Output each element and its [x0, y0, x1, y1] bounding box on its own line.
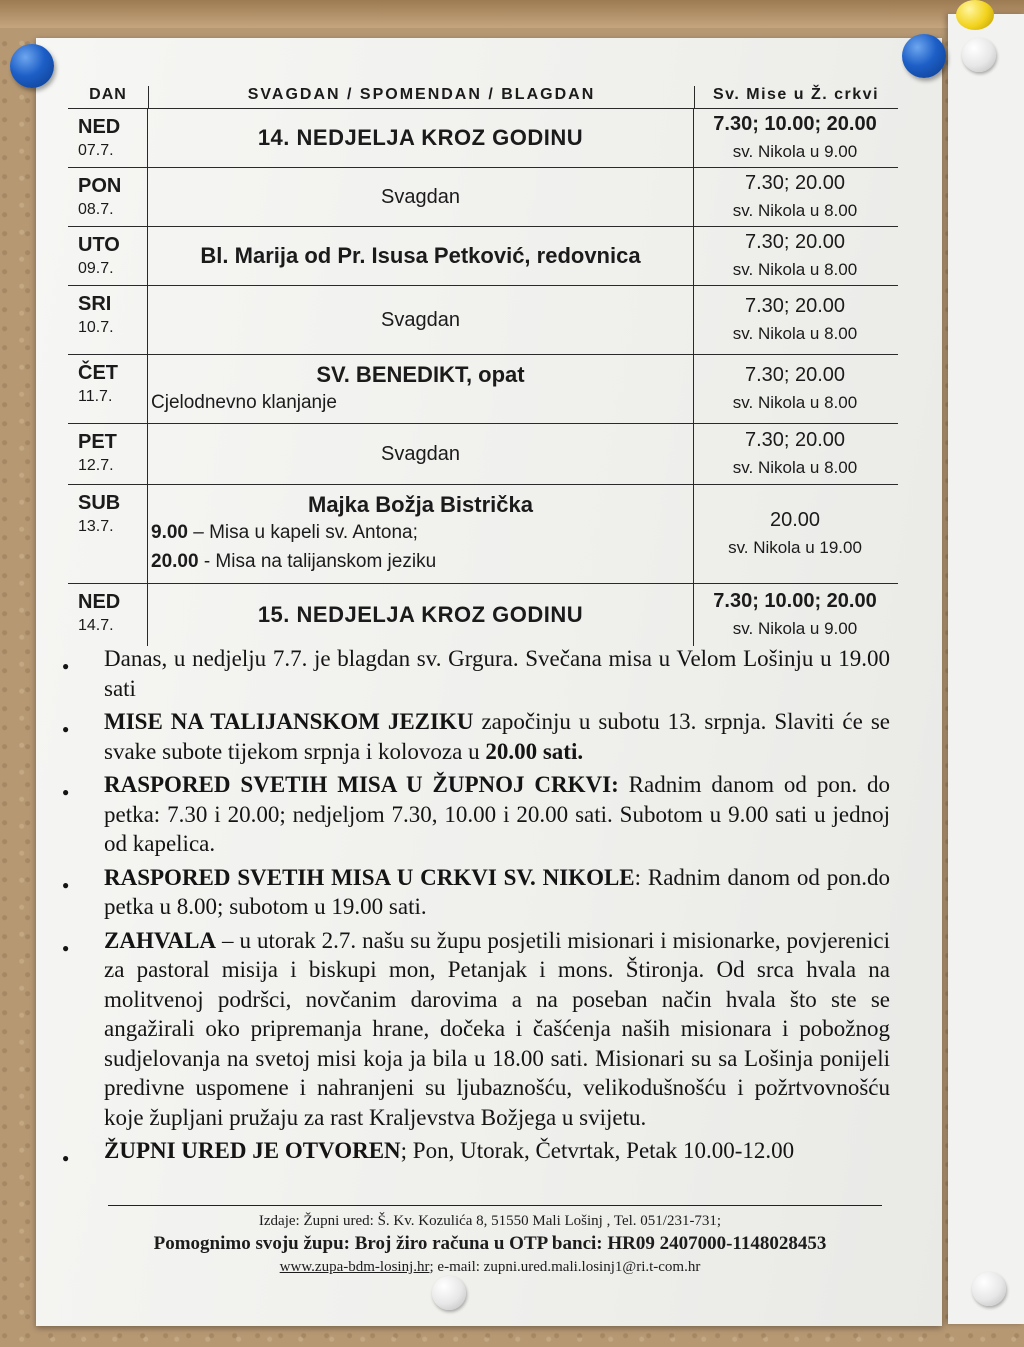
mass-times-cell [694, 584, 896, 646]
table-row [68, 109, 898, 168]
mass-times-cell [694, 286, 896, 354]
parish-mass-times: 7.30; 20.00 [744, 172, 846, 194]
feast-note [148, 547, 693, 576]
table-row [68, 485, 898, 584]
mass-schedule-table [68, 64, 898, 646]
parish-mass-times: 7.30; 20.00 [744, 295, 846, 317]
feast-title: 14. NEDJELJA KROZ GODINU [257, 125, 584, 150]
mass-times-cell [694, 168, 896, 226]
bullet-icon: ● [62, 940, 70, 955]
announcement-text: : Radnim danom od pon.do petka u 8.00; subotom u 19.00 sati. [104, 864, 890, 919]
description-cell [148, 424, 694, 484]
mass-times-cell [694, 109, 896, 167]
bullet-icon: ● [62, 877, 70, 892]
feast-title: Svagdan [381, 442, 460, 465]
day-cell [68, 424, 148, 484]
bullet-icon: ● [62, 1151, 70, 1165]
announcement-text: ; Pon, Utorak, Četvrtak, Petak 10.00-12.00 [400, 1138, 795, 1163]
table-row [68, 355, 898, 424]
st-nicholas-mass-time: sv. Nikola u 8.00 [732, 458, 858, 477]
st-nicholas-mass-time: sv. Nikola u 8.00 [732, 260, 858, 279]
email-link[interactable]: zupni.ured.mali.losinj1@ri.t-com.hr [483, 1259, 701, 1275]
st-nicholas-mass-time: sv. Nikola u 19.00 [728, 538, 862, 557]
day-name: ČET [78, 362, 118, 384]
day-cell [68, 227, 148, 285]
feast-title: Majka Božja Bistrička [308, 492, 533, 517]
announcement-item [58, 707, 890, 766]
day-date: 12.7. [78, 457, 114, 474]
note-time: 9.00 [151, 522, 188, 543]
contact-line [70, 1256, 910, 1278]
day-name: SUB [78, 492, 121, 514]
mass-times-cell [694, 355, 896, 423]
announcement-emphasis: 20.00 sati. [485, 738, 584, 764]
pushpin-icon [972, 1272, 1006, 1306]
announcement-item [58, 770, 890, 859]
announcement-text: Danas, u nedjelju 7.7. je blagdan sv. Grgura. Svečana misa u Velom Lošinju u 19.00 sati [104, 646, 890, 701]
day-date: 10.7. [78, 319, 114, 336]
note-text: - Misa na talijanskom jeziku [198, 551, 437, 572]
feast-title: 15. NEDJELJA KROZ GODINU [257, 602, 584, 627]
parish-mass-times: 7.30; 20.00 [744, 364, 846, 386]
bullet-icon: ● [62, 659, 70, 673]
pushpin-icon [432, 1276, 466, 1310]
st-nicholas-mass-time: sv. Nikola u 9.00 [732, 142, 858, 161]
description-cell [148, 485, 694, 583]
table-row [68, 584, 898, 646]
announcement-text: Radnim danom od pon. do petka: 7.30 i 20.00; nedjeljom 7.30, 10.00 i 20.00 sati. Subotom u 9.00 sati u jednoj od kapelica. [104, 772, 890, 856]
parish-mass-times: 7.30; 10.00; 20.00 [713, 590, 877, 612]
st-nicholas-mass-time: sv. Nikola u 8.00 [732, 324, 858, 343]
description-cell [148, 109, 694, 167]
footer-divider [108, 1205, 882, 1206]
announcement-heading: RASPORED SVETIH MISA U ŽUPNOJ CRKVI: [104, 772, 619, 797]
publisher-line: Izdaje: Župni ured: Š. Kv. Kozulića 8, 51550 Mali Lošinj , Tel. 051/231-731; [258, 1213, 722, 1229]
parish-mass-times: 7.30; 10.00; 20.00 [713, 113, 877, 135]
st-nicholas-mass-time: sv. Nikola u 8.00 [732, 393, 858, 412]
footer [70, 1210, 910, 1278]
announcement-item [58, 926, 890, 1133]
day-date: 14.7. [78, 617, 114, 634]
pushpin-icon [902, 34, 946, 78]
mass-times-cell [694, 424, 896, 484]
day-name: SRI [78, 293, 112, 315]
parish-mass-times: 7.30; 20.00 [744, 231, 846, 253]
pushpin-icon [956, 0, 994, 30]
note-time: 20.00 [151, 551, 199, 572]
announcement-heading: ZAHVALA [104, 927, 217, 953]
day-cell [68, 168, 148, 226]
day-cell [68, 485, 148, 583]
description-cell [148, 286, 694, 354]
feast-note [148, 518, 693, 547]
st-nicholas-mass-time: sv. Nikola u 9.00 [732, 619, 858, 638]
pushpin-icon [10, 44, 54, 88]
mass-times-cell [694, 485, 896, 583]
bullet-icon: ● [62, 722, 70, 736]
day-cell [68, 584, 148, 646]
pushpin-icon [962, 38, 996, 72]
day-cell [68, 355, 148, 423]
day-name: NED [78, 591, 121, 613]
feast-title: Svagdan [381, 185, 460, 208]
mass-times-cell [694, 227, 896, 285]
day-date: 09.7. [78, 260, 114, 277]
parish-mass-times: 7.30; 20.00 [744, 429, 846, 451]
day-cell [68, 286, 148, 354]
announcement-heading: MISE NA TALIJANSKOM JEZIKU [104, 709, 474, 734]
note-text: Cjelodnevno klanjanje [151, 391, 337, 413]
description-cell [148, 584, 694, 646]
description-cell [148, 227, 694, 285]
header-description: SVAGDAN / SPOMENDAN / BLAGDAN [247, 86, 596, 103]
header-masses: Sv. Mise u Ž. crkvi [712, 86, 880, 103]
description-cell [148, 168, 694, 226]
feast-title: Bl. Marija od Pr. Isusa Petković, redovnica [200, 243, 641, 268]
note-text: – Misa u kapeli sv. Antona; [187, 522, 418, 543]
description-cell [148, 355, 694, 423]
table-row [68, 286, 898, 355]
announcement-item [58, 644, 890, 703]
announcement-text: – u utorak 2.7. našu su župu posjetili misionari i misionarke, povjerenici za pastoral misija i biskupi mon, Petanjak i mons. Štironja. Od srca hvala na molitvenoj podršci, novčanim darovima a na poseban način hvala što ste se angažirali oko pripremanja hrane, dočeka i čašćenja naših misionara i pobožnog sudjelovanja na svetoj misi koja ja bila u 18.00 sati. Misionari su sa Lošinja ponijeli predivne uspomene i nahranjeni su ljubaznošću, velikodušnošću i požrtvovnošću koje župljani pružaju za rast Kraljevstva Božjega u svijetu. [104, 927, 890, 1130]
board-frame [0, 0, 1024, 28]
day-name: UTO [78, 234, 120, 256]
feast-title: SV. BENEDIKT, opat [316, 361, 525, 387]
parish-mass-times: 20.00 [769, 509, 821, 531]
feast-title: Svagdan [381, 308, 460, 331]
donation-line: Pomognimo svoju župu: Broj žiro računa u OTP banci: HR09 2407000-1148028453 [153, 1233, 827, 1254]
table-header [68, 64, 898, 109]
day-name: PON [78, 175, 122, 197]
day-date: 08.7. [78, 201, 114, 218]
day-name: PET [78, 431, 117, 453]
announcement-item [58, 863, 890, 922]
st-nicholas-mass-time: sv. Nikola u 8.00 [732, 201, 858, 220]
announcement-heading: RASPORED SVETIH MISA U CRKVI SV. NIKOLE [104, 864, 635, 890]
day-date: 11.7. [78, 388, 113, 405]
day-date: 07.7. [78, 142, 114, 159]
announcement-text: započinju u subotu 13. srpnja. Slaviti će se svake subote tijekom srpnja i kolovoza u [104, 709, 890, 764]
table-row [68, 424, 898, 485]
day-cell [68, 109, 148, 167]
adjacent-paper [948, 14, 1024, 1324]
table-row [68, 168, 898, 227]
email-label: ; e-mail: [429, 1259, 484, 1275]
header-day: DAN [89, 86, 127, 103]
website-link[interactable]: www.zupa-bdm-losinj.hr [279, 1259, 430, 1275]
feast-note [148, 388, 693, 417]
announcements-list [58, 644, 890, 1166]
bullet-icon: ● [62, 785, 70, 799]
announcement-heading: ŽUPNI URED JE OTVOREN [104, 1138, 401, 1163]
day-name: NED [78, 116, 121, 138]
table-row [68, 227, 898, 286]
announcement-item [58, 1136, 890, 1166]
day-date: 13.7. [78, 518, 114, 535]
